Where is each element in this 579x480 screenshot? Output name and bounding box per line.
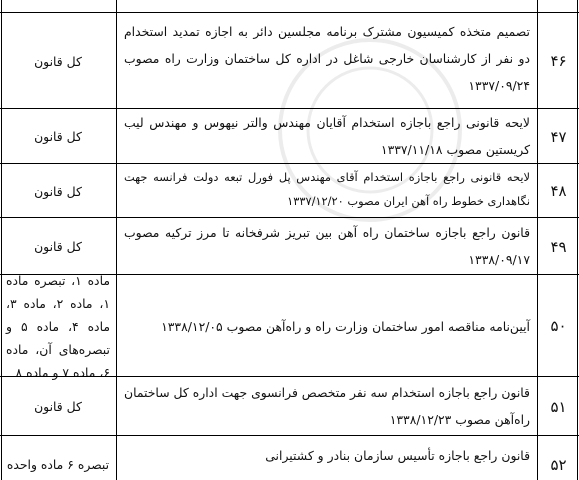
scope-text: کل قانون — [34, 129, 82, 144]
law-title: قانون راجع باجازه ساختمان راه آهن بین تبریز شرفخانه تا مرز ترکیه مصوب ۱۳۳۸/۰۹/۱۷ — [124, 225, 530, 267]
table-row — [0, 436, 579, 480]
scope-text: ماده ۱، تبصره ماده ۱، ماده ۲، ماده ۳، ماده ۴، ماده ۵ و تبصره‌های آن، ماده ۶، ماده ۷ و ماده ۸ — [6, 272, 110, 380]
law-title: قانون راجع باجازه تأسیس سازمان بنادر و کشتیرانی — [265, 448, 530, 463]
scope-cell — [0, 272, 116, 380]
scope-text: کل قانون — [34, 53, 82, 69]
scope-cell — [0, 218, 116, 275]
scope-text: تبصره ۶ ماده واحده — [6, 457, 110, 472]
row-number: ۵۱ — [550, 397, 567, 416]
table-row — [0, 13, 579, 109]
table-row — [0, 377, 579, 436]
row-number: ۴۸ — [550, 182, 567, 200]
table-row — [0, 272, 579, 380]
scope-text: کل قانون — [34, 239, 82, 254]
row-number: ۴۶ — [550, 52, 567, 70]
table-row — [0, 109, 579, 164]
law-title: لایحه قانونی راجع باجازه استخدام آقای مهندس پل فورل تبعه دولت فرانسه جهت نگاهداری خطوط راه آهن ایران مصوب ۱۳۳۷/۱۲/۲۰ — [124, 170, 530, 208]
table-border — [1, 0, 2, 480]
row-number: ۵۰ — [550, 317, 567, 335]
row-divider — [0, 12, 579, 13]
row-number: ۵۲ — [550, 456, 567, 474]
column-divider — [537, 0, 538, 480]
law-title: لایحه قانونی راجع باجازه استخدام آقایان مهندس والتر نیهوس و مهندس لیب کریستین مصوب ۱۳۳۷/۱۱/۱۸ — [124, 115, 530, 157]
scope-text: کل قانون — [34, 399, 82, 414]
scope-cell — [0, 109, 116, 164]
law-title: قانون راجع باجازه استخدام سه نفر متخصص فرانسوی جهت اداره کل ساختمان راه‌آهن مصوب ۱۳۳۸/۱۲/۲۳ — [124, 385, 530, 427]
row-number: ۴۹ — [550, 237, 567, 256]
row-number: ۴۷ — [550, 127, 567, 146]
table-row — [0, 164, 579, 218]
row-divider — [0, 274, 579, 275]
row-divider — [0, 217, 579, 218]
row-divider — [0, 376, 579, 377]
scope-cell — [0, 377, 116, 436]
column-divider — [116, 0, 117, 480]
row-divider — [0, 435, 579, 436]
law-title: تصمیم متخذه کمیسیون مشترک برنامه مجلسین دائر به اجازه تمدید استخدام دو نفر از کارشناسان خارجی شاغل در اداره کل ساختمان وزارت راه مصوب ۱۳۳۷/۰۹/۲۴ — [124, 24, 530, 93]
scope-text: کل قانون — [34, 183, 82, 199]
scope-cell — [0, 436, 116, 480]
table-border — [577, 0, 578, 480]
scope-cell — [0, 13, 116, 109]
law-title: آیین‌نامه مناقصه امور ساختمان وزارت راه و راه‌آهن مصوب ۱۳۳۸/۱۲/۰۵ — [161, 318, 530, 334]
scope-cell — [0, 164, 116, 218]
row-divider — [0, 108, 579, 109]
table-row — [0, 218, 579, 275]
row-divider — [0, 163, 579, 164]
